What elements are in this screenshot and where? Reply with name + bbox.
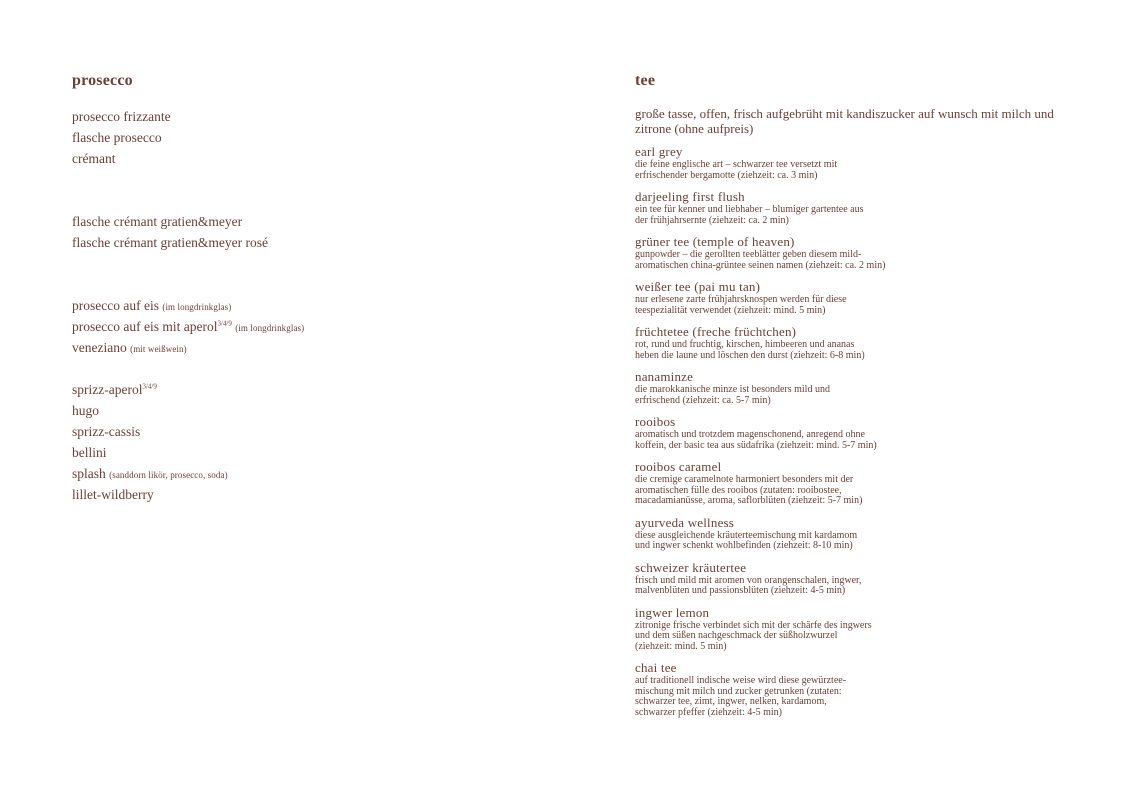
list-item <box>72 400 552 421</box>
item-name: flasche crémant gratien&meyer <box>72 214 243 229</box>
tea-name: ingwer lemon <box>635 604 710 620</box>
prosecco-group-1 <box>72 106 552 169</box>
tea-item <box>635 516 1065 552</box>
item-name: prosecco auf eis <box>72 298 159 313</box>
tea-description: aromatisch und trotzdem magenschonend, anregend ohne koffein, der basic tea aus südafrika (ziehzeit: mind. 5-7 min) <box>635 429 877 451</box>
item-name: prosecco frizzante <box>72 109 171 124</box>
tea-name: darjeeling first flush <box>635 189 745 204</box>
tee-title: tee <box>635 72 656 89</box>
list-item <box>72 295 552 316</box>
tea-description: die feine englische art – schwarzer tee versetzt mit erfrischender bergamotte (ziehzeit: ca. 3 min) <box>635 159 838 181</box>
tea-item <box>635 190 1065 226</box>
spacer <box>72 253 552 295</box>
item-name: prosecco auf eis mit aperol <box>72 319 218 334</box>
item-name: sprizz-aperol <box>72 382 143 397</box>
tea-name: rooibos <box>635 414 676 429</box>
prosecco-group-2 <box>72 211 552 253</box>
item-note: (sanddorn likör, prosecco, soda) <box>109 470 228 480</box>
list-item <box>72 463 552 484</box>
tee-intro: große tasse, offen, frisch aufgebrüht mit kandiszucker auf wunsch mit milch und zitrone (ohne aufpreis) <box>635 106 1054 136</box>
tea-item <box>635 460 1065 507</box>
tea-item <box>635 661 1065 718</box>
list-item <box>72 379 552 400</box>
tea-description: die marokkanische minze ist besonders mild und erfrischend (ziehzeit: ca. 5-7 min) <box>635 384 830 406</box>
list-item <box>72 148 552 169</box>
tea-name: ayurveda wellness <box>635 514 735 530</box>
tea-item <box>635 325 1065 361</box>
item-name: lillet-wildberry <box>72 487 154 502</box>
tea-name: grüner tee (temple of heaven) <box>635 234 795 249</box>
tea-name: weißer tee (pai mu tan) <box>635 279 761 294</box>
prosecco-group-4 <box>72 379 552 505</box>
tea-description: diese ausgleichende kräuterteemischung mit kardamom und ingwer schenkt wohlbefinden (ziehzeit: 8-10 min) <box>635 529 858 551</box>
list-item <box>72 127 552 148</box>
spacer <box>72 358 552 379</box>
list-item <box>72 316 552 337</box>
tea-item <box>635 370 1065 406</box>
list-item <box>72 442 552 463</box>
item-name: flasche crémant gratien&meyer rosé <box>72 235 269 250</box>
tea-item <box>635 280 1065 316</box>
tea-name: chai tee <box>635 660 677 675</box>
tea-name: schweizer kräutertee <box>635 559 747 575</box>
list-item <box>72 211 552 232</box>
item-additive-sup: 3/4/9 <box>142 382 157 391</box>
tea-description: auf traditionell indische weise wird diese gewürztee- mischung mit milch und zucker getrunken (zutaten: schwarzer tee, zimt, ingwer, nelken, kardamom, schwarzer pfeffer (ziehzeit: 4-5 min) <box>635 675 847 718</box>
item-note: (im longdrinkglas) <box>162 302 232 312</box>
tea-name: nanaminze <box>635 369 694 384</box>
tea-description: frisch und mild mit aromen von orangenschalen, ingwer, malvenblüten und passionsblüten (ziehzeit: 4-5 min) <box>635 574 862 596</box>
prosecco-section <box>72 70 552 505</box>
tea-name: earl grey <box>635 144 683 159</box>
item-note: (im longdrinkglas) <box>235 323 305 333</box>
list-item <box>72 106 552 127</box>
item-note: (mit weißwein) <box>130 344 187 354</box>
tea-description: ein tee für kenner und liebhaber – blumiger gartentee aus der frühjahrsernte (ziehzeit: ca. 2 min) <box>635 204 864 226</box>
tea-description: die cremige caramelnote harmoniert besonders mit der aromatischen fülle des rooibos (zutaten: rooibostee, macadamianüsse, aroma, saflorblüten (ziehzeit: 5-7 min) <box>635 474 863 506</box>
item-name: sprizz-cassis <box>72 424 141 439</box>
tea-description: gunpowder – die gerollten teeblätter geben diesem mild- aromatischen china-grüntee seinen namen (ziehzeit: ca. 2 min) <box>635 249 886 271</box>
prosecco-group-3 <box>72 295 552 358</box>
tee-section <box>635 70 1065 727</box>
item-additive-sup: 3/4/9 <box>217 319 232 328</box>
item-name: flasche prosecco <box>72 130 162 145</box>
item-name: hugo <box>72 403 99 418</box>
prosecco-title: prosecco <box>72 72 133 89</box>
list-item <box>72 337 552 358</box>
item-name: bellini <box>72 445 107 460</box>
tea-item <box>635 606 1065 653</box>
tea-item <box>635 561 1065 597</box>
item-name: veneziano <box>72 340 127 355</box>
tea-description: rot, rund und fruchtig, kirschen, himbeeren und ananas heben die laune und löschen den durst (ziehzeit: 6-8 min) <box>635 339 865 361</box>
spacer <box>72 169 552 211</box>
item-name: crémant <box>72 151 116 166</box>
item-name: splash <box>72 466 106 481</box>
tea-name: früchtetee (freche früchtchen) <box>635 324 797 339</box>
tea-item <box>635 415 1065 451</box>
tea-item <box>635 145 1065 181</box>
tea-item <box>635 235 1065 271</box>
tea-description: zitronige frische verbindet sich mit der schärfe des ingwers und dem süßen nachgeschmack der süßholzwurzel (ziehzeit: mind. 5 min) <box>635 619 872 652</box>
list-item <box>72 421 552 442</box>
tea-name: rooibos caramel <box>635 459 722 474</box>
list-item <box>72 484 552 505</box>
list-item <box>72 232 552 253</box>
tea-description: nur erlesene zarte frühjahrsknospen werden für diese teespezialität verwendet (ziehzeit: mind. 5 min) <box>635 294 847 316</box>
